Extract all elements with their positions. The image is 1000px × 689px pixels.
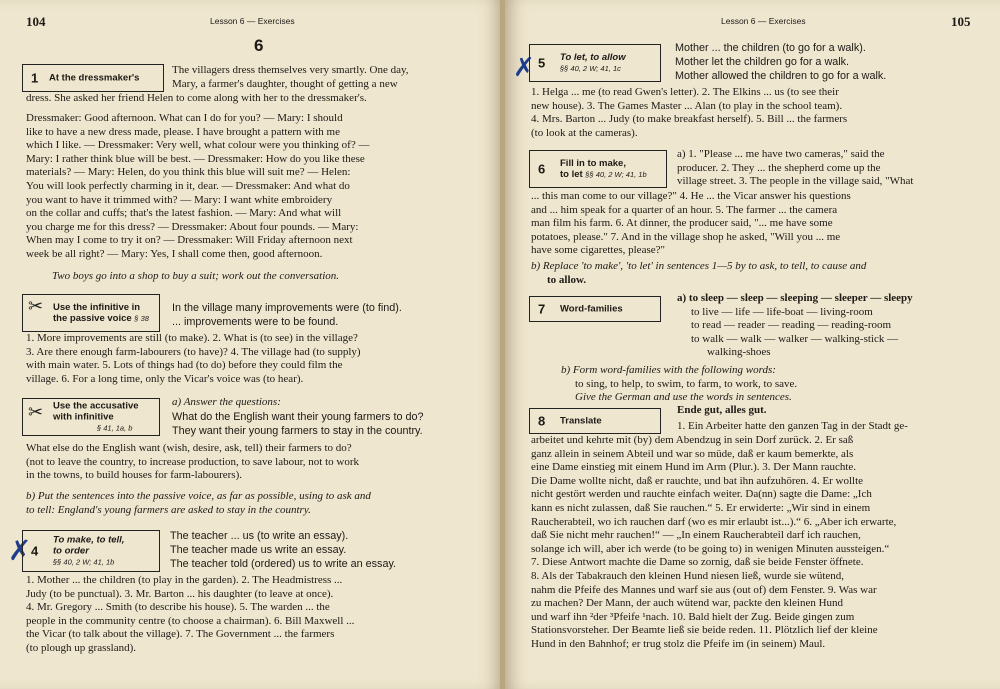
scissors-icon: ✂: [28, 296, 44, 316]
scissors-icon: ✂: [28, 402, 44, 422]
ex4-examples: The teacher ... us (to write an essay). The teacher made us write an essay. The teacher told (ordered) us to write an essay.: [170, 530, 397, 570]
ex3-task-b: b) Put the sentences into the passive voice, as far as possible, using to ask and to tell: England's young farmers are asked to stay in the country.: [26, 490, 371, 516]
exercise-5-box: [529, 44, 661, 82]
ex6-lines: ... this man come to our village?" 4. He ... the Vicar answer his questions and ... him speak for a quarter of an hour. 5. The farmer ... the camera man film his farm. 6. At dinner, the producer said, "... me have some potatoes, please." 7. And in the village shop he asked, "Will you ... me have some cigarettes, please?": [531, 190, 851, 257]
exercise-number: 8: [538, 413, 546, 429]
ex3-task-a: a) Answer the questions:: [172, 396, 281, 408]
ex6-lines-right: a) 1. "Please ... me have two cameras," said the producer. 2. They ... the shepherd come up the village street. 3. The people in the village said, "What: [677, 148, 914, 188]
page-number-right: 105: [951, 14, 971, 29]
ex8-first-line: 1. Ein Arbeiter hatte den ganzen Tag in der Stadt ge-: [677, 420, 908, 432]
exercise-title: To let, to allow §§ 40, 2 W; 41, 1c: [560, 52, 626, 73]
exercise-title: Fill in to make, to let §§ 40, 2 W; 41, 1b: [560, 158, 647, 180]
exercise-number: 4: [31, 543, 39, 559]
ex1-intro-cont: dress. She asked her friend Helen to come along with her to the dressmaker's.: [26, 92, 367, 104]
page-number-left: 104: [26, 14, 46, 29]
exercise-4-box: [22, 530, 160, 572]
ex6-task-b: b) Replace 'to make', 'to let' in sentences 1—5 by to ask, to tell, to cause and to allow.: [531, 260, 867, 286]
ex7-task-b: b) Form word-families with the following words: to sing, to help, to swim, to farm, to work, to save. Give the German and use the words in sentences.: [561, 364, 798, 404]
exercise-title: At the dressmaker's: [49, 72, 140, 84]
exercise-title: Use the accusative with infinitive § 41, 1a, b: [53, 400, 139, 433]
pen-check-icon: ✗: [8, 535, 32, 566]
running-head-left: Lesson 6 — Exercises: [210, 16, 295, 26]
exercise-6-box: [529, 150, 667, 188]
ex1-task: Two boys go into a shop to buy a suit; work out the conversation.: [52, 270, 340, 282]
exercise-1-box: [22, 64, 164, 92]
exercise-number: 7: [538, 301, 546, 317]
exercise-number: 6: [538, 161, 546, 177]
ex8-heading: Ende gut, alles gut.: [677, 404, 767, 416]
lesson-number: 6: [254, 36, 264, 55]
exercise-2-box: [22, 294, 160, 332]
exercise-title: To make, to tell, to order §§ 40, 2 W; 41, 1b: [53, 534, 125, 567]
exercise-title: Word-families: [560, 303, 623, 315]
ex2-lines: 1. More improvements are still (to make). 2. What is (to see) in the village? 3. Are there enough farm-labourers (to have)? 4. The village had (to supply) with main water. 5. Lots of things had (to do) before they could film the village. 6. For a long time, only the Vicar's voice was (to hear).: [26, 332, 361, 385]
ex2-examples: In the village many improvements were (to find). ... improvements were to be found.: [172, 302, 402, 328]
ex1-dialogue: Dressmaker: Good afternoon. What can I do for you? — Mary: I should like to have a new dress made, please. I have brought a pattern with me which I like. — Dressmaker: Very well, what colour were you thinking of? — Mary: I rather think blue will be best. — Dressmaker: How do you like these materials? — Mary: Helen, do you think this blue will suit me? — Helen: You will look perfectly charming in it, dear. — Dressmaker: And what do you want to have it trimmed with? — Mary: I want white embroidery on the collar and cuffs; that's the latest fashion. — Mary: And what will you charge me for this dress? — Dressmaker: About four pounds. — Mary: When may I come to try it on? — Dressmaker: Will Friday afternoon next week be all right? — Mary: Yes, I shall come then, good afternoon.: [26, 112, 370, 260]
ex5-lines: 1. Helga ... me (to read Gwen's letter). 2. The Elkins ... us (to see their new house). 3. The Games Master ... Alan (to play in the school team). 4. Mrs. Barton ... Judy (to make breakfast herself). 5. Bill ... the farmers (to look at the cameras).: [531, 86, 848, 139]
pen-check-icon: ✗: [513, 52, 535, 82]
ex5-examples: Mother ... the children (to go for a walk). Mother let the children go for a walk. Mother allowed the children to go for a walk.: [675, 42, 887, 82]
exercise-7-box: [529, 296, 661, 322]
exercise-number: 5: [538, 55, 546, 71]
exercise-title: Translate: [560, 415, 602, 427]
exercise-number: 1: [31, 70, 39, 86]
ex7-rows: a) to sleep — sleep — sleeping — sleeper — sleepy to live — life — life-boat — living-room to read — reader — reading — reading-room to walk — walk — walker — walking-stick — walking-shoes: [677, 292, 913, 359]
ex3-examples: What do the English want their young farmers to do? They want their young farmers to stay in the country.: [172, 411, 424, 437]
right-page: [505, 0, 1000, 689]
ex1-intro: The villagers dress themselves very smartly. One day, Mary, a farmer's daughter, thought of getting a new: [172, 64, 409, 90]
ex8-lines: arbeitet und kehrte mit (by) dem Abendzug in sein Dorf zurück. 2. Er saß ganz allein in seinem Abteil und war so müde, daß er kaum bemerkte, als eine Dame einstieg mit einem Hund im Arm (Plur.). 3. Der Mann rauchte. Die Dame wollte nicht, daß er rauchte, und bat ihn aufzuhören. 4. Er wollte nicht gestört werden und rauchte einfach weiter. Da(nn) sagte die Dame: „Ich kann es nicht zulassen, daß Sie rauchen.“ 5. Er erwiderte: „Wir sind in einem Raucherabteil, wo ich rauchen darf (wo es mir erlaubt ist...).“ 6. „Aber ich erwarte, daß Sie nicht mehr rauchen!“ — „In einem Raucherabteil darf ich rauchen, solange ich will, aber ich werde (to be going to) in wenigen Minuten aussteigen.“ 7. Diese Antwort machte die Dame so zornig, daß sie beide Fenster öffnete. 8. Als der Tabakrauch den kleinen Hund niesen ließ, wurde sie wütend, nahm die Pfeife des Mannes und warf sie aus (out of) dem Fenster. 9. Was war zu machen? Der Mann, der auch wütend war, packte den kleinen Hund und warf ihn ²der ³Pfeife ¹nach. 10. Bald hielt der Zug. Beide gingen zum Stationsvorsteher. Der Beamte ließ sie beide reden. 11. Plötzlich lief der kleine Hund in den Bahnhof; er trug stolz die Pfeife im (in seinem) Maul.: [531, 434, 897, 650]
running-head-right: Lesson 6 — Exercises: [721, 16, 806, 26]
exercise-title: Use the infinitive in the passive voice § 38: [53, 302, 149, 324]
ex3-lines: What else do the English want (wish, desire, ask, tell) their farmers to do? (not to leave the country, to increase production, to save labour, not to work in the towns, to build houses for farm-labourers).: [26, 442, 360, 482]
exercise-8-box: [529, 408, 661, 434]
exercise-3-box: [22, 398, 160, 436]
ex4-lines: 1. Mother ... the children (to play in the garden). 2. The Headmistress ... Judy (to be punctual). 3. Mr. Barton ... his daughter (to leave at once). 4. Mr. Gregory ... Smith (to describe his house). 5. The warden ... the people in the community centre (to choose a chairman). 6. Bill Maxwell ... the Vicar (to talk about the village). 7. The Government ... the farmers (to plough up grassland).: [26, 574, 355, 654]
